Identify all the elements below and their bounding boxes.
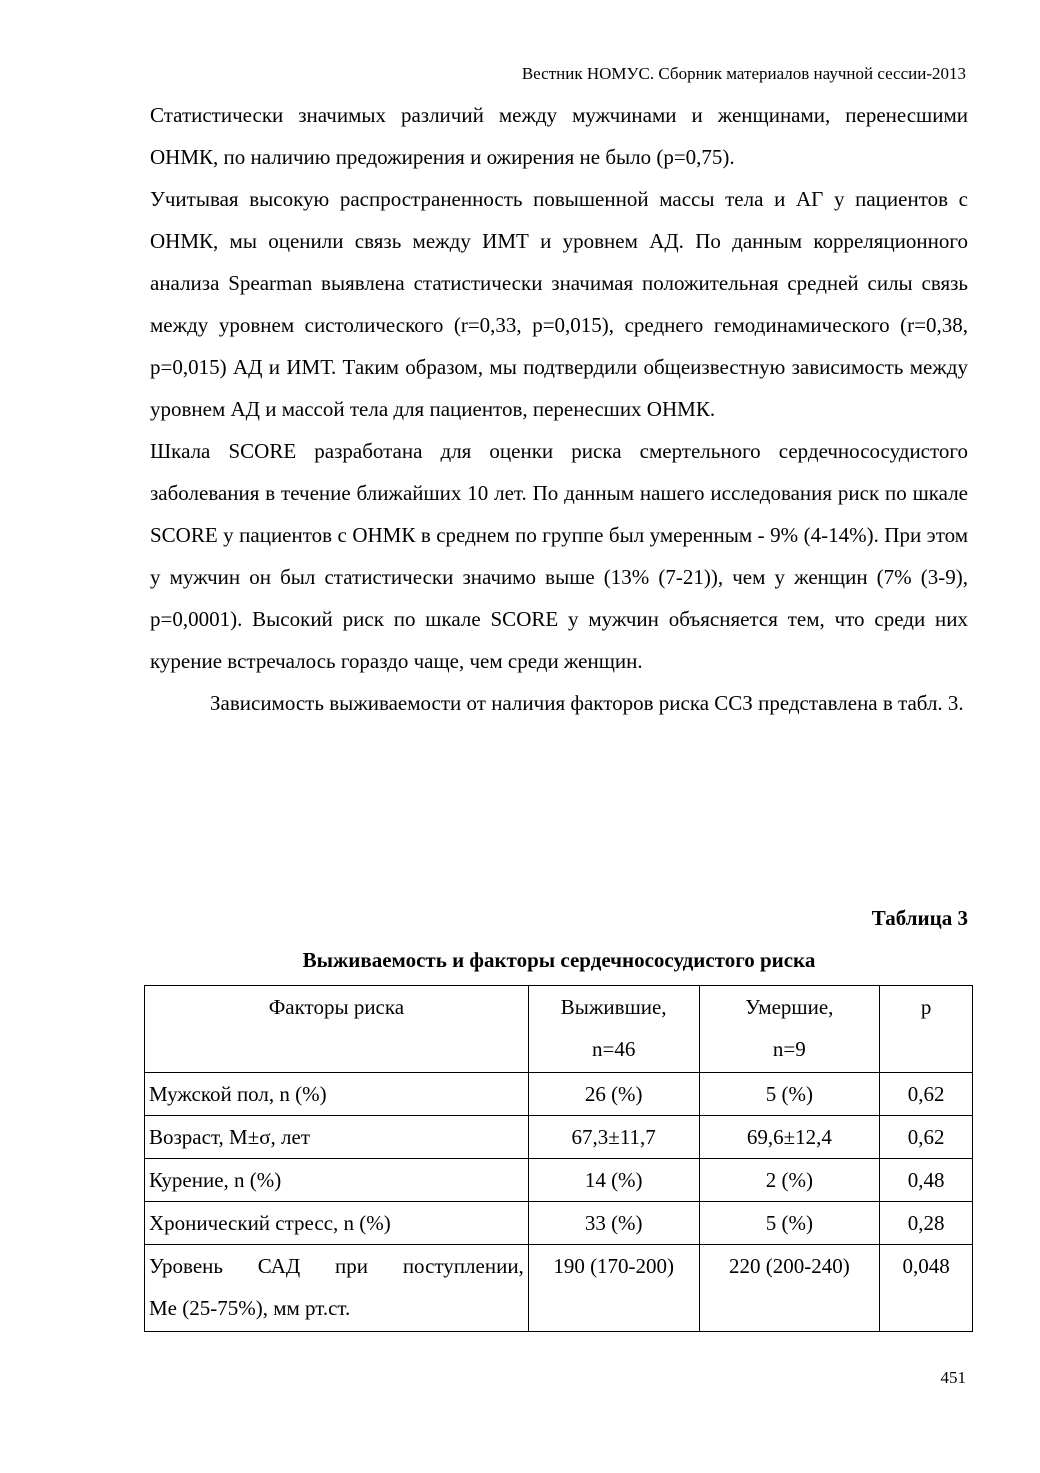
table-header-row	[145, 986, 973, 1073]
header-cell	[880, 986, 973, 1073]
p-cell: 0,62	[880, 1073, 973, 1116]
p-cell: 0,28	[880, 1202, 973, 1245]
factor-line: Уровень САД при поступлении,	[149, 1254, 524, 1278]
paragraph: Учитывая высокую распространенность повышенной массы тела и АГ у пациентов с ОНМК, мы оценили связь между ИМТ и уровнем АД. По данным корреляционного анализа Spearman выявлена статистически значимая положительная средней силы связь между уровнем систолического (r=0,33, p=0,015), среднего гемодинамического (r=0,38, p=0,015) АД и ИМТ. Таким образом, мы подтвердили общеизвестную зависимость между уровнем АД и массой тела для пациентов, перенесших ОНМК.	[150, 187, 968, 421]
body-text	[150, 94, 968, 724]
paragraph: Зависимость выживаемости от наличия факторов риска ССЗ представлена в табл. 3.	[210, 691, 964, 715]
page-number: 451	[940, 1368, 966, 1387]
paragraph: Шкала SCORE разработана для оценки риска смертельного сердечнососудистого заболевания в течение ближайших 10 лет. По данным нашего исследования риск по шкале SCORE у пациентов с ОНМК в среднем по группе был умеренным - 9% (4-14%). При этом у мужчин он был статистически значимо выше (13% (7-21)), чем у женщин (7% (3-9), p=0,0001). Высокий риск по шкале SCORE у мужчин объясняется тем, что среди них курение встречалось гораздо чаще, чем среди женщин.	[150, 439, 968, 673]
header-survived: Выжившие,	[560, 995, 667, 1019]
header-p: p	[920, 995, 932, 1019]
header-cell	[145, 986, 529, 1073]
header-factor: Факторы риска	[268, 995, 405, 1019]
table-title: Выживаемость и факторы сердечнососудистого риска	[302, 948, 816, 972]
survived-cell: 190 (170-200)	[528, 1245, 699, 1332]
p-cell: 0,48	[880, 1159, 973, 1202]
table-row	[145, 1116, 973, 1159]
header-cell	[699, 986, 880, 1073]
p-cell: 0,62	[880, 1116, 973, 1159]
header-cell	[528, 986, 699, 1073]
header-survived-n: n=46	[592, 1037, 636, 1061]
running-head: Вестник НОМУС. Сборник материалов научной сессии-2013	[521, 64, 966, 83]
survived-cell: 14 (%)	[528, 1159, 699, 1202]
survived-cell: 26 (%)	[528, 1073, 699, 1116]
factor-cell: Хронический стресс, n (%)	[145, 1202, 529, 1245]
risk-factors-table	[144, 985, 973, 1332]
table-row	[145, 1073, 973, 1116]
survived-cell: 67,3±11,7	[528, 1116, 699, 1159]
header-died-n: n=9	[772, 1037, 806, 1061]
died-cell: 5 (%)	[699, 1073, 880, 1116]
died-cell: 5 (%)	[699, 1202, 880, 1245]
p-cell: 0,048	[880, 1245, 973, 1332]
died-cell: 2 (%)	[699, 1159, 880, 1202]
table-row	[145, 1202, 973, 1245]
factor-cell: Возраст, M±σ, лет	[145, 1116, 529, 1159]
survived-cell: 33 (%)	[528, 1202, 699, 1245]
factor-cell	[145, 1245, 529, 1332]
paragraph: Статистически значимых различий между мужчинами и женщинами, перенесшими ОНМК, по наличию предожирения и ожирения не было (р=0,75).	[150, 103, 968, 169]
factor-line: Me (25-75%), мм рт.ст.	[149, 1296, 351, 1320]
factor-cell: Курение, n (%)	[145, 1159, 529, 1202]
factor-cell: Мужской пол, n (%)	[145, 1073, 529, 1116]
header-died: Умершие,	[745, 995, 834, 1019]
table-row	[145, 1159, 973, 1202]
died-cell: 69,6±12,4	[699, 1116, 880, 1159]
table-row	[145, 1245, 973, 1332]
table-caption: Таблица 3	[871, 906, 968, 930]
died-cell: 220 (200-240)	[699, 1245, 880, 1332]
